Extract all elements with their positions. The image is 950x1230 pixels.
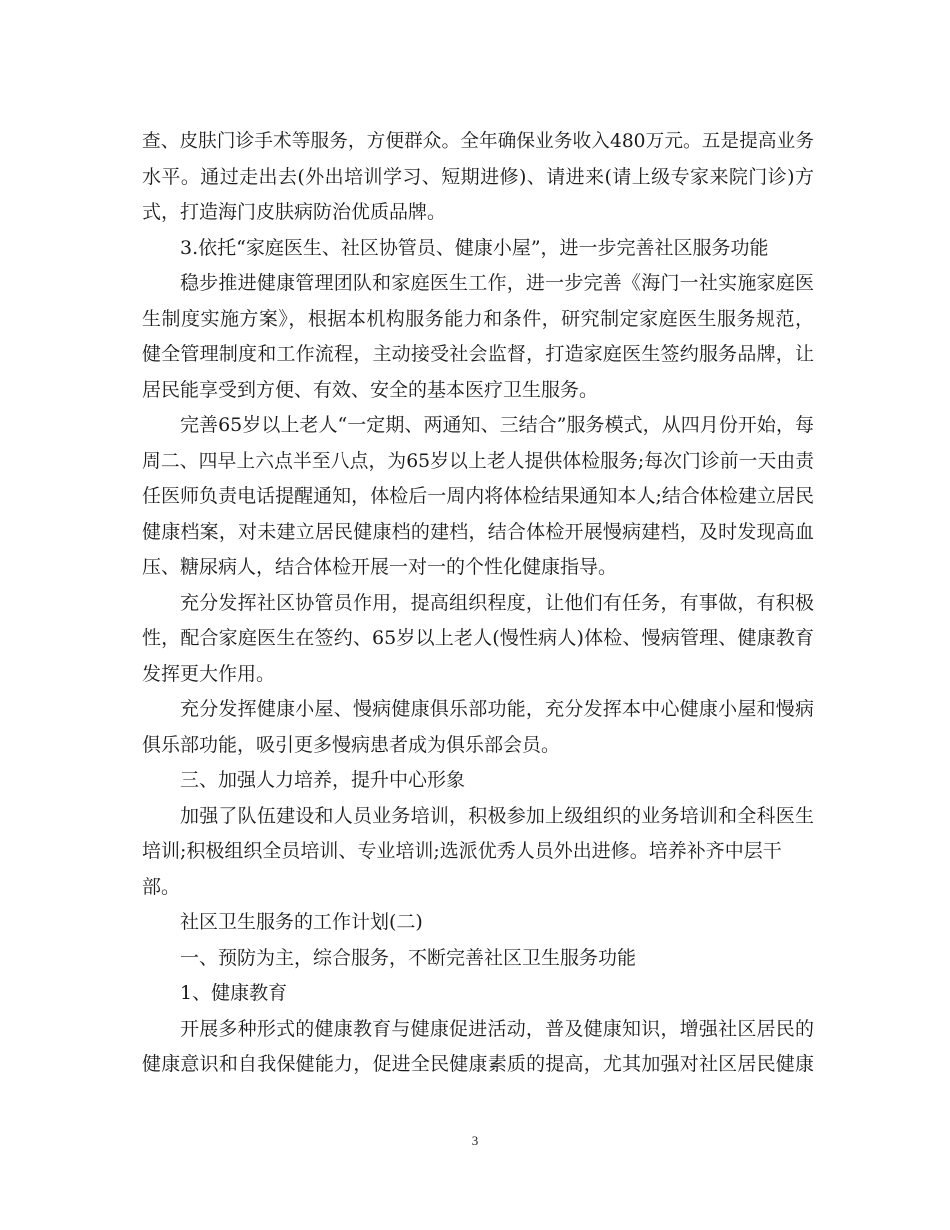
text-line: 健康档案，对未建立居民健康档的建档，结合体检开展慢病建档，及时发现高血	[142, 520, 814, 543]
section-heading: 3.依托“家庭医生、社区协管员、健康小屋”，进一步完善社区服务功能	[180, 236, 769, 259]
text-line: 式，打造海门皮肤病防治优质品牌。	[142, 201, 447, 223]
text-line: 完善65岁以上老人“一定期、两通知、三结合”服务模式，从四月份开始，每	[180, 414, 814, 436]
page-number: 3	[471, 1133, 479, 1148]
text-line: 周二、四早上六点半至八点，为65岁以上老人提供体检服务;每次门诊前一天由责	[142, 450, 814, 472]
text-line: 俱乐部功能，吸引更多慢病患者成为俱乐部会员。	[142, 733, 561, 756]
text-line: 发挥更大作用。	[142, 662, 276, 685]
section-heading: 一、预防为主，综合服务，不断完善社区卫生服务功能	[180, 946, 637, 969]
text-line: 水平。通过走出去(外出培训学习、短期进修)、请进来(请上级专家来院门诊)方	[142, 165, 814, 188]
text-line: 查、皮肤门诊手术等服务，方便群众。全年确保业务收入480万元。五是提高业务	[142, 131, 814, 152]
text-line: 培训;积极组织全员培训、专业培训;选派优秀人员外出进修。培养补齐中层干	[142, 840, 782, 862]
text-line: 性，配合家庭医生在签约、65岁以上老人(慢性病人)体检、慢病管理、健康教育	[142, 627, 814, 649]
section-heading: 社区卫生服务的工作计划(二)	[180, 911, 423, 933]
document-body	[142, 124, 814, 1083]
text-line: 居民能享受到方便、有效、安全的基本医疗卫生服务。	[142, 378, 599, 401]
text-line: 压、糖尿病人，结合体检开展一对一的个性化健康指导。	[142, 556, 618, 578]
text-line: 稳步推进健康管理团队和家庭医生工作，进一步完善《海门一社实施家庭医	[180, 272, 814, 294]
text-line: 生制度实施方案》，根据本机构服务能力和条件，研究制定家庭医生服务规范，	[142, 307, 814, 330]
text-line: 健康意识和自我保健能力，促进全民健康素质的提高，尤其加强对社区居民健康	[142, 1053, 814, 1075]
text-line: 部。	[142, 875, 181, 898]
text-line: 充分发挥社区协管员作用，提高组织程度，让他们有任务，有事做，有积极	[180, 591, 814, 614]
text-line: 健全管理制度和工作流程，主动接受社会监督，打造家庭医生签约服务品牌，让	[142, 343, 814, 365]
text-line: 任医师负责电话提醒通知，体检后一周内将体检结果通知本人;结合体检建立居民	[142, 485, 814, 507]
text-line: 开展多种形式的健康教育与健康促进活动，普及健康知识，增强社区居民的	[180, 1017, 814, 1040]
section-heading: 1、健康教育	[180, 982, 288, 1004]
text-line: 充分发挥健康小屋、慢病健康俱乐部功能，充分发挥本中心健康小屋和慢病	[180, 698, 814, 720]
section-heading: 三、加强人力培养，提升中心形象	[180, 769, 466, 791]
text-line: 加强了队伍建设和人员业务培训，积极参加上级组织的业务培训和全科医生	[180, 804, 814, 827]
